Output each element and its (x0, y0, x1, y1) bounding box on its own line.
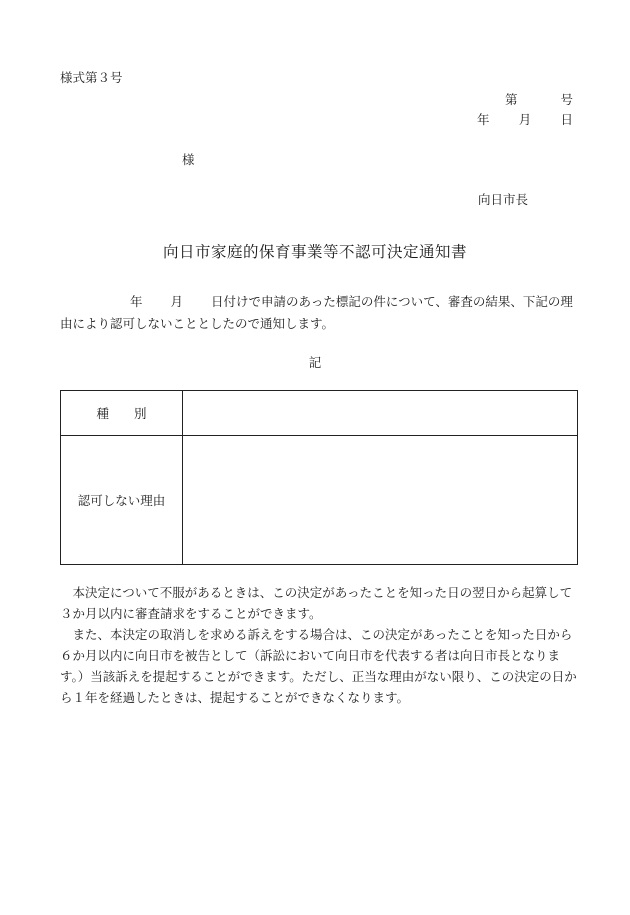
table-row (61, 436, 578, 565)
issue-date (477, 110, 573, 128)
notes (60, 582, 580, 708)
table-row (61, 391, 578, 436)
ki-heading: 記 (308, 355, 322, 370)
issue-number-prefix: 第 (505, 92, 518, 107)
intro-year: 年 (130, 294, 143, 309)
note-appeal: 本決定について不服があるときは、この決定があったことを知った日の翌日から起算して３か月以内に審査請求をすることができます。 (60, 585, 573, 621)
issue-date-year: 年 (477, 112, 490, 127)
addressee: 様 (182, 152, 195, 167)
row-value-reason (183, 436, 578, 565)
intro-paragraph (60, 291, 580, 335)
intro-month: 月 (170, 294, 184, 309)
info-table (60, 390, 578, 565)
issue-number (505, 90, 573, 108)
note-lawsuit: また、本決定の取消しを求める訴えをする場合は、この決定があったことを知った日から６か月以内に向日市を被告として（訴訟において向日市を代表する者は向日市長となります。）当該訴えを提起することができます。ただし、正当な理由がない限り、この決定の日から１年を経過したときは、提起することができなくなります。 (60, 627, 577, 705)
row-label-reason: 認可しない理由 (61, 436, 183, 565)
intro-text: 日付けで申請のあった標記の件について、審査の結果、下記の理由により認可しないこととしたので通知します。 (60, 294, 573, 331)
issue-date-day: 日 (560, 112, 573, 127)
row-value-type (183, 391, 578, 436)
form-number: 様式第３号 (60, 70, 123, 85)
issue-number-suffix: 号 (560, 92, 573, 107)
issuer: 向日市長 (478, 192, 529, 207)
row-label-type: 種 別 (61, 391, 183, 436)
document-title: 向日市家庭的保育事業等不認可決定通知書 (162, 243, 467, 261)
issue-date-month: 月 (518, 112, 532, 127)
